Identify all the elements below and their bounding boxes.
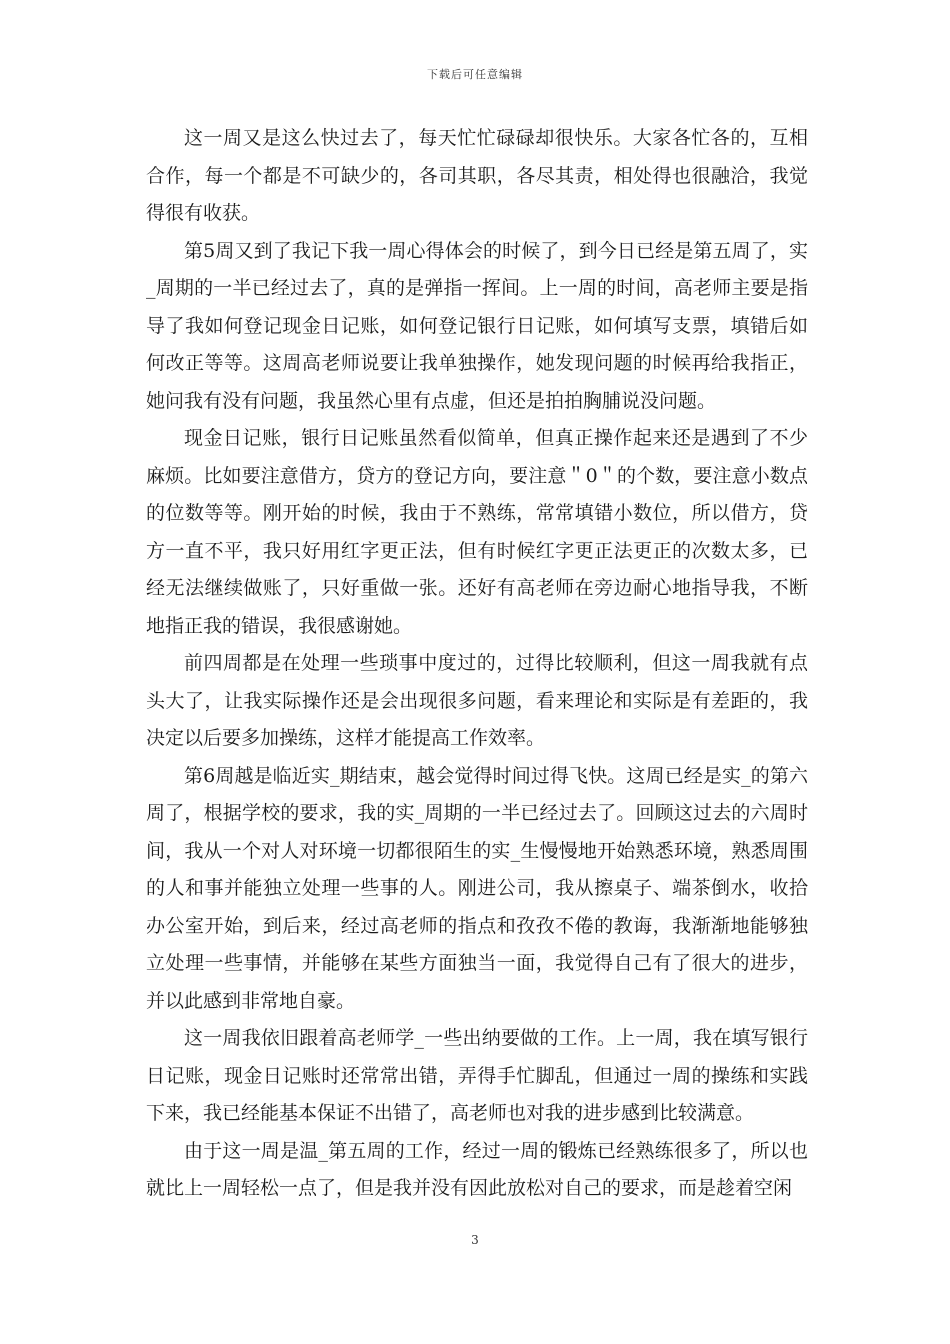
paragraph: 这一周我依旧跟着高老师学_一些出纳要做的工作。上一周，我在填写银行日记账，现金日记账时还常常出错，弄得手忙脚乱，但通过一周的操练和实践下来，我已经能基本保证不出错了，高老师也对我的进步感到比较满意。 — [146, 1027, 808, 1124]
document-body — [146, 120, 808, 1208]
paragraph: 第5周又到了我记下我一周心得体会的时候了，到今日已经是第五周了，实_周期的一半已经过去了，真的是弹指一挥间。上一周的时间，高老师主要是指导了我如何登记现金日记账，如何登记银行日记账，如何填写支票，填错后如何改正等等。这周高老师说要让我单独操作，她发现问题的时候再给我指正，她问我有没有问题，我虽然心里有点虚，但还是拍拍胸脯说没问题。 — [146, 239, 808, 412]
paragraph: 第6周越是临近实_期结束，越会觉得时间过得飞快。这周已经是实_的第六周了，根据学校的要求，我的实_周期的一半已经过去了。回顾这过去的六周时间，我从一个对人对环境一切都很陌生的实_生慢慢地开始熟悉环境，熟悉周围的人和事并能独立处理一些事的人。刚进公司，我从擦桌子、端茶倒水，收拾办公室开始，到后来，经过高老师的指点和孜孜不倦的教诲，我渐渐地能够独立处理一些事情，并能够在某些方面独当一面，我觉得自己有了很大的进步，并以此感到非常地自豪。 — [146, 764, 808, 1012]
paragraph: 由于这一周是温_第五周的工作，经过一周的锻炼已经熟练很多了，所以也就比上一周轻松一点了，但是我并没有因此放松对自己的要求，而是趁着空闲 — [146, 1139, 808, 1199]
paragraph: 这一周又是这么快过去了，每天忙忙碌碌却很快乐。大家各忙各的，互相合作，每一个都是不可缺少的，各司其职，各尽其责，相处得也很融洽，我觉得很有收获。 — [146, 127, 808, 224]
paragraph: 现金日记账，银行日记账虽然看似简单，但真正操作起来还是遇到了不少麻烦。比如要注意借方，贷方的登记方向，要注意＂0＂的个数，要注意小数点的位数等等。刚开始的时候，我由于不熟练，常常填错小数位，所以借方，贷方一直不平，我只好用红字更正法，但有时候红字更正法更正的次数太多，已经无法继续做账了，只好重做一张。还好有高老师在旁边耐心地指导我，不断地指正我的错误，我很感谢她。 — [146, 427, 808, 637]
paragraph: 前四周都是在处理一些琐事中度过的，过得比较顺利，但这一周我就有点头大了，让我实际操作还是会出现很多问题，看来理论和实际是有差距的，我决定以后要多加操练，这样才能提高工作效率。 — [146, 652, 808, 749]
page-header-note: 下载后可任意编辑 — [427, 68, 523, 81]
page-number: 3 — [471, 1233, 479, 1247]
